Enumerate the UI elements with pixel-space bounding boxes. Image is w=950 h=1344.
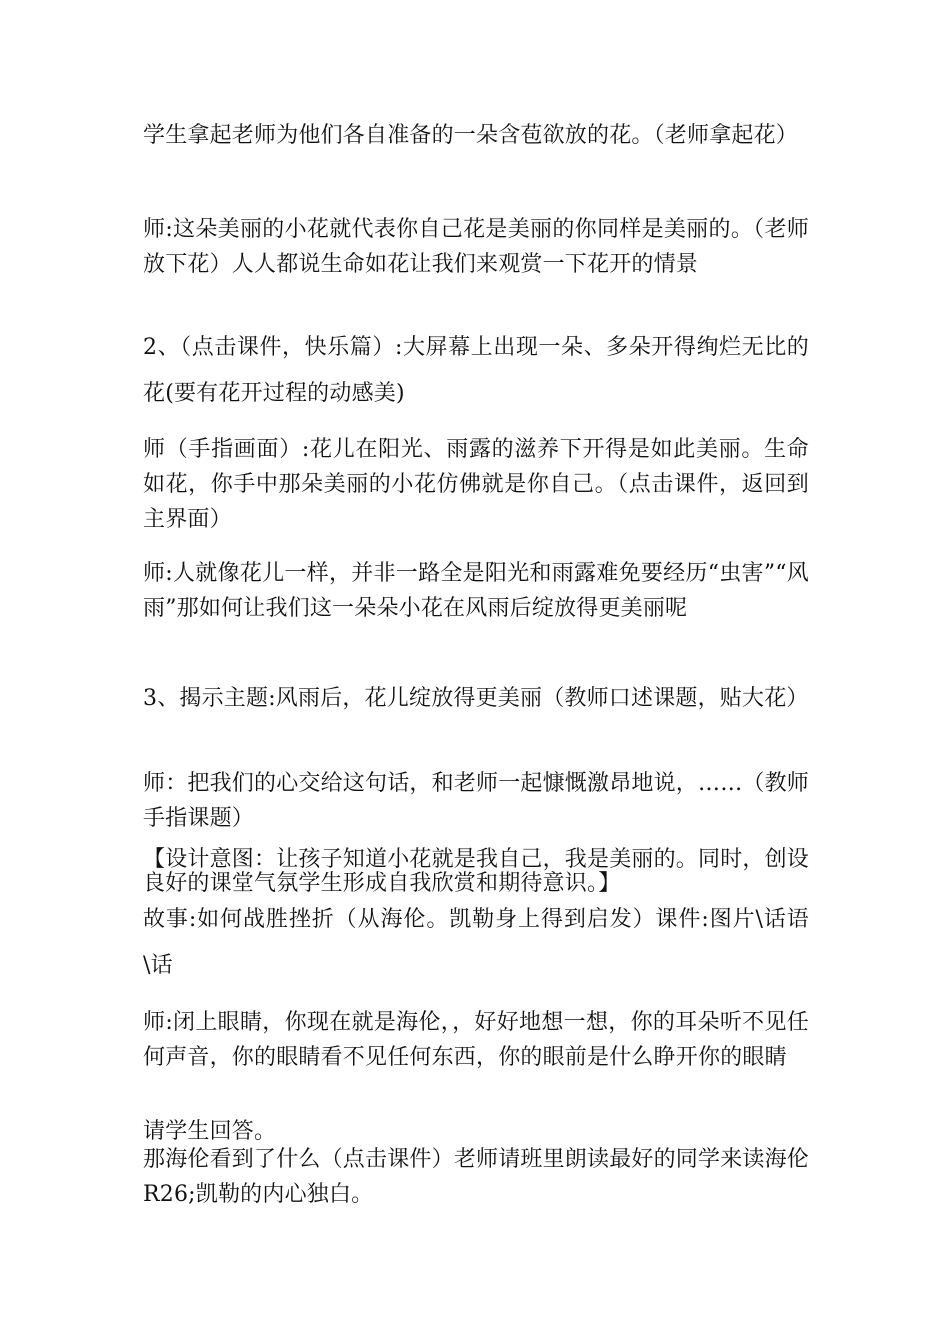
paragraph-2: 师:这朵美丽的小花就代表你自己花是美丽的你同样是美丽的。（老师放下花）人人都说生命如花让我们来观赏一下花开的情景 (143, 217, 809, 277)
paragraph-6: 3、揭示主题:风雨后，花儿绽放得更美丽（教师口述课题，贴大花） (143, 686, 809, 711)
paragraph-11: 那海伦看到了什么（点击课件）老师请班里朗读最好的同学来读海伦 R26;凯勒的内心独白。 (143, 1147, 810, 1207)
paragraph-10: 请学生回答。 (143, 1119, 277, 1144)
paragraph-5: 师:人就像花儿一样，并非一路全是阳光和雨露难免要经历“虫害”“风雨”那如何让我们这一朵朵小花在风雨后绽放得更美丽呢 (143, 561, 809, 621)
design-intent-note: 【设计意图：让孩子知道小花就是我自己，我是美丽的。同时，创设良好的课堂气氛学生形成自我欣赏和期待意识。】 (143, 847, 810, 896)
paragraph-1: 学生拿起老师为他们各自准备的一朵含苞欲放的花。（老师拿起花） (143, 123, 799, 148)
paragraph-7: 师：把我们的心交给这句话，和老师一起慷慨激昂地说，……（教师手指课题） (143, 771, 810, 831)
paragraph-3: 2、（点击课件，快乐篇）:大屏幕上出现一朵、多朵开得绚烂无比的花(要有花开过程的动感美) (143, 335, 809, 406)
paragraph-8: 故事:如何战胜挫折（从海伦。凯勒身上得到启发）课件:图片\话语\话 (143, 907, 809, 978)
paragraph-9: 师:闭上眼睛，你现在就是海伦，，好好地想一想，你的耳朵听不见任何声音，你的眼睛看不见任何东西，你的眼前是什么睁开你的眼睛 (143, 1010, 809, 1070)
paragraph-4: 师（手指画面）:花儿在阳光、雨露的滋养下开得是如此美丽。生命如花，你手中那朵美丽的小花仿佛就是你自己。（点击课件，返回到主界面） (143, 437, 809, 532)
